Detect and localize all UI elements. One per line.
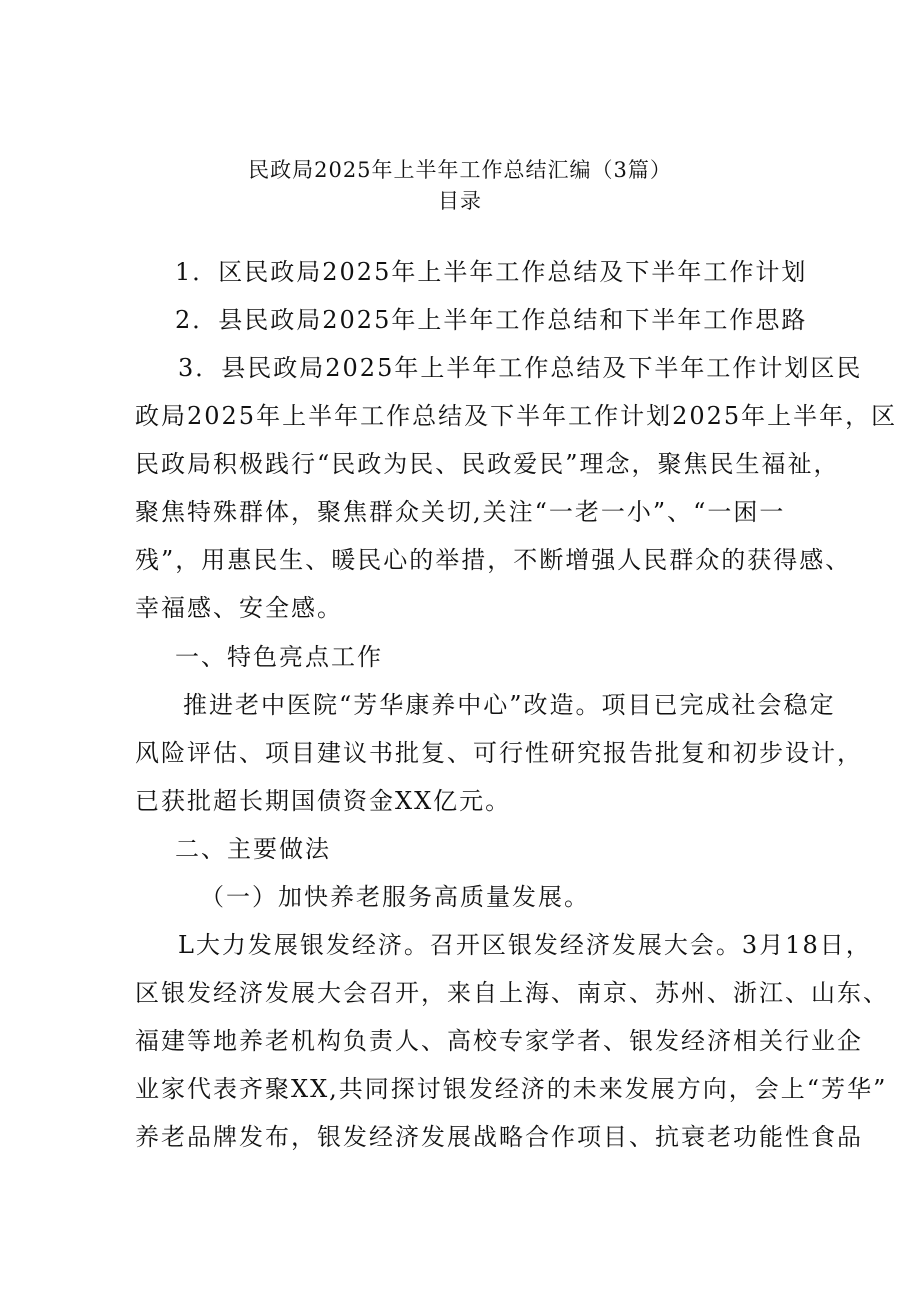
subsection-heading: （一）加快养老服务高质量发展。 <box>200 883 590 911</box>
body-line: 聚焦特殊群体，聚焦群众关切,关注“一老一小”、“一困一 <box>135 498 786 526</box>
section-heading-2: 二、主要做法 <box>175 835 331 863</box>
toc-item-2: 2．县民政局2025年上半年工作总结和下半年工作思路 <box>175 306 808 334</box>
document-title: 民政局2025年上半年工作总结汇编（3篇） <box>248 158 672 182</box>
body-line: L大力发展银发经济。召开区银发经济发展大会。3月18日， <box>178 931 872 959</box>
body-line: 风险评估、项目建议书批复、可行性研究报告批复和初步设计， <box>135 739 863 767</box>
section-heading-1: 一、特色亮点工作 <box>175 643 383 671</box>
toc-heading: 目录 <box>438 189 482 213</box>
body-line: 残”，用惠民生、暖民心的举措，不断增强人民群众的获得感、 <box>135 546 852 574</box>
body-line: 福建等地养老机构负责人、高校专家学者、银发经济相关行业企 <box>135 1027 863 1055</box>
body-line: 推进老中医院“芳华康养中心”改造。项目已完成社会稳定 <box>183 691 836 719</box>
body-line: 幸福感、安全感。 <box>135 594 343 622</box>
body-line: 政局2025年上半年工作总结及下半年工作计划2025年上半年，区 <box>135 402 898 430</box>
body-line: 已获批超长期国债资金XX亿元。 <box>135 787 512 815</box>
body-line: 区银发经济发展大会召开，来自上海、南京、苏州、浙江、山东、 <box>135 979 889 1007</box>
body-line: 业家代表齐聚XX,共同探讨银发经济的未来发展方向，会上“芳华” <box>135 1075 888 1103</box>
body-line: 养老品牌发布，银发经济发展战略合作项目、抗衰老功能性食品 <box>135 1123 863 1151</box>
toc-item-3: 3．县民政局2025年上半年工作总结及下半年工作计划区民 <box>178 354 863 382</box>
body-line: 民政局积极践行“民政为民、民政爱民”理念，聚焦民生福祉， <box>135 450 840 478</box>
toc-item-1: 1．区民政局2025年上半年工作总结及下半年工作计划 <box>175 258 808 286</box>
